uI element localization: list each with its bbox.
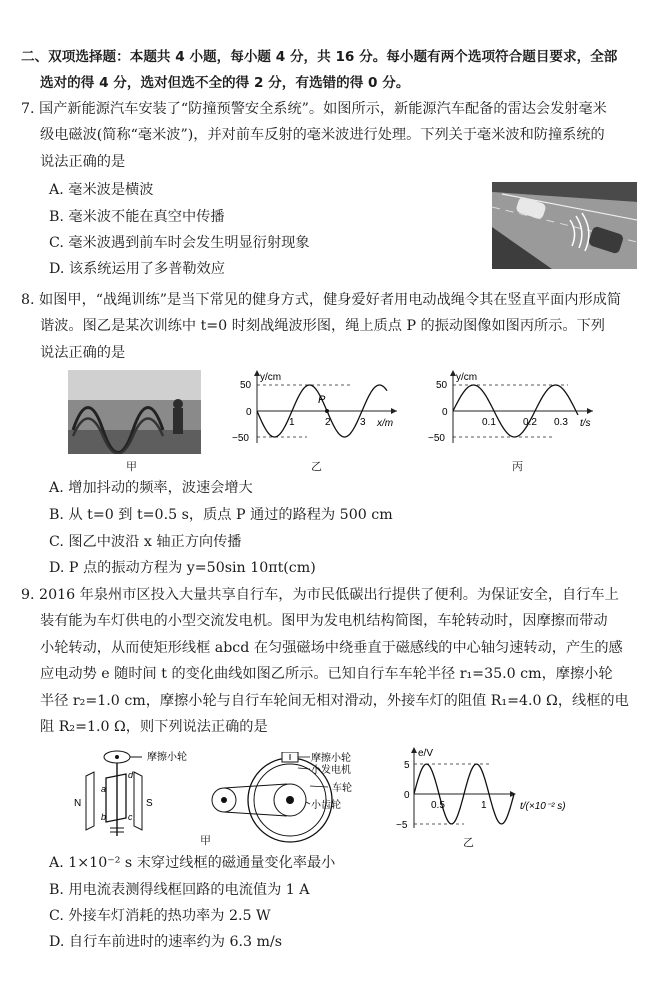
q8-option-d: D. P 点的振动方程为 y=50sin 10πt(cm) bbox=[49, 560, 316, 576]
section-header-line1: 二、双项选择题：本题共 4 小题，每小题 4 分，共 16 分。每小题有两个选项符合题目要求，全部 bbox=[21, 49, 618, 65]
q9-graph-xtick-1: 1 bbox=[481, 800, 487, 811]
q9-stem-line5: 半径 r₂=1.0 cm，摩擦小轮与自行车轮间无相对滑动，外接车灯的阻值 R₁=4.0 Ω，线框的电 bbox=[40, 693, 629, 709]
q9-graph-ytick-0: 0 bbox=[404, 790, 410, 801]
q9-label-b: b bbox=[101, 812, 107, 822]
q8-wave-graph-yi bbox=[232, 368, 402, 448]
q9-stem-line4: 应电动势 e 随时间 t 的变化曲线如图乙所示。已知自行车车轮半径 r₁=35.0 cm，摩擦小轮 bbox=[40, 666, 613, 682]
q9-label-s: S bbox=[146, 798, 153, 809]
q9-graph-xtick-05: 0.5 bbox=[431, 800, 445, 811]
q8-caption-yi: 乙 bbox=[311, 461, 322, 473]
q8-yi-xtick-3: 3 bbox=[360, 417, 366, 428]
q9-stem-line1: 9. 2016 年泉州市区投入大量共享自行车，为市民低碳出行提供了便利。为保证安全，自行车上 bbox=[21, 587, 619, 603]
q9-graph-xlabel: t/(×10⁻² s) bbox=[520, 801, 566, 812]
q8-yi-xtick-2: 2 bbox=[325, 417, 331, 428]
q9-label-wheel: 车轮 bbox=[332, 783, 352, 794]
q8-yi-point-p: P bbox=[318, 394, 326, 406]
q9-label-c: c bbox=[128, 812, 133, 822]
q9-label-a: a bbox=[101, 784, 107, 794]
q9-generator-diagram bbox=[72, 748, 192, 840]
q9-option-a: A. 1×10⁻² s 末穿过线框的磁通量变化率最小 bbox=[49, 855, 336, 871]
q8-bing-ytick-0: 0 bbox=[442, 407, 448, 418]
q8-caption-bing: 丙 bbox=[512, 461, 523, 473]
q8-stem-line2: 谐波。图乙是某次训练中 t=0 时刻战绳波形图，绳上质点 P 的振动图像如图丙所示。下列 bbox=[40, 318, 605, 334]
q8-yi-ytick-0: 0 bbox=[246, 407, 252, 418]
q9-label-friction-wheel-left: 摩擦小轮 bbox=[147, 752, 187, 763]
q9-emf-graph bbox=[394, 746, 590, 830]
q8-bing-xtick-03: 0.3 bbox=[554, 417, 568, 428]
q9-stem-line2: 装有能为车灯供电的小型交流发电机。图甲为发电机结构简图，车轮转动时，因摩擦而带动 bbox=[40, 613, 608, 629]
q8-yi-ylabel: y/cm bbox=[260, 372, 282, 383]
q9-stem-line6: 阻 R₂=1.0 Ω，则下列说法正确的是 bbox=[40, 719, 268, 735]
q9-stem-line3: 小轮转动，从而使矩形线框 abcd 在匀强磁场中绕垂直于磁感线的中心轴匀速转动，产生的感 bbox=[40, 640, 623, 656]
q9-caption-yi: 乙 bbox=[463, 837, 474, 849]
q9-option-c: C. 外接车灯消耗的热功率为 2.5 W bbox=[49, 908, 271, 924]
q8-option-a: A. 增加抖动的频率，波速会增大 bbox=[49, 480, 253, 496]
section-header-line2: 选对的得 4 分，选对但选不全的得 2 分，有选错的得 0 分。 bbox=[40, 75, 410, 91]
q8-yi-xlabel: x/m bbox=[377, 418, 394, 429]
q9-graph-ylabel: e/V bbox=[418, 748, 434, 759]
q7-stem-line3: 说法正确的是 bbox=[40, 154, 126, 170]
q8-yi-ytick-50: 50 bbox=[240, 380, 252, 391]
q7-stem-line2: 级电磁波(简称“毫米波”)，并对前车反射的毫米波进行处理。下列关于毫米波和防撞系统的 bbox=[40, 127, 605, 143]
q8-stem-line1: 8. 如图甲，“战绳训练”是当下常见的健身方式，健身爱好者用电动战绳令其在竖直平面内形成简 bbox=[21, 292, 622, 308]
q8-option-b: B. 从 t=0 到 t=0.5 s，质点 P 通过的路程为 500 cm bbox=[49, 507, 393, 523]
q8-vibration-graph-bing bbox=[428, 368, 598, 448]
q8-bing-ylabel: y/cm bbox=[456, 372, 478, 383]
q8-battle-rope-photo bbox=[68, 370, 201, 454]
q9-label-small-gear: 小齿轮 bbox=[311, 800, 341, 811]
q9-label-friction-wheel: 摩擦小轮 bbox=[311, 753, 351, 764]
q9-label-n: N bbox=[74, 798, 82, 809]
q9-caption-jia: 甲 bbox=[200, 835, 211, 847]
q9-option-d: D. 自行车前进时的速率约为 6.3 m/s bbox=[49, 934, 283, 950]
q8-bing-ytick-50: 50 bbox=[436, 380, 448, 391]
q8-bing-xlabel: t/s bbox=[580, 418, 591, 429]
q8-bing-xtick-01: 0.1 bbox=[482, 417, 496, 428]
q9-label-d: d bbox=[128, 770, 134, 780]
q7-option-c: C. 毫米波遇到前车时会发生明显衍射现象 bbox=[49, 235, 310, 251]
q8-stem-line3: 说法正确的是 bbox=[40, 345, 126, 361]
q7-option-b: B. 毫米波不能在真空中传播 bbox=[49, 209, 225, 225]
q8-option-c: C. 图乙中波沿 x 轴正方向传播 bbox=[49, 534, 242, 550]
q8-bing-xtick-02: 0.2 bbox=[523, 417, 537, 428]
q7-stem-line1: 7. 国产新能源汽车安装了“防撞预警安全系统”。如图所示，新能源汽车配备的雷达会发射毫米 bbox=[21, 101, 607, 117]
q9-option-b: B. 用电流表测得线框回路的电流值为 1 A bbox=[49, 882, 310, 898]
q8-yi-xtick-1: 1 bbox=[289, 417, 295, 428]
q7-option-d: D. 该系统运用了多普勒效应 bbox=[49, 261, 225, 277]
q7-radar-car-photo bbox=[492, 182, 637, 269]
q9-bicycle-wheel-diagram bbox=[202, 752, 382, 848]
q9-graph-ytick-neg5: −5 bbox=[396, 820, 408, 830]
q7-option-a: A. 毫米波是横波 bbox=[49, 182, 154, 198]
q8-bing-ytick-neg50: −50 bbox=[428, 433, 445, 444]
q9-graph-ytick-5: 5 bbox=[404, 760, 410, 771]
q9-label-small-generator: 小发电机 bbox=[311, 765, 351, 776]
q8-caption-jia: 甲 bbox=[126, 461, 137, 473]
q8-yi-ytick-neg50: −50 bbox=[232, 433, 249, 444]
